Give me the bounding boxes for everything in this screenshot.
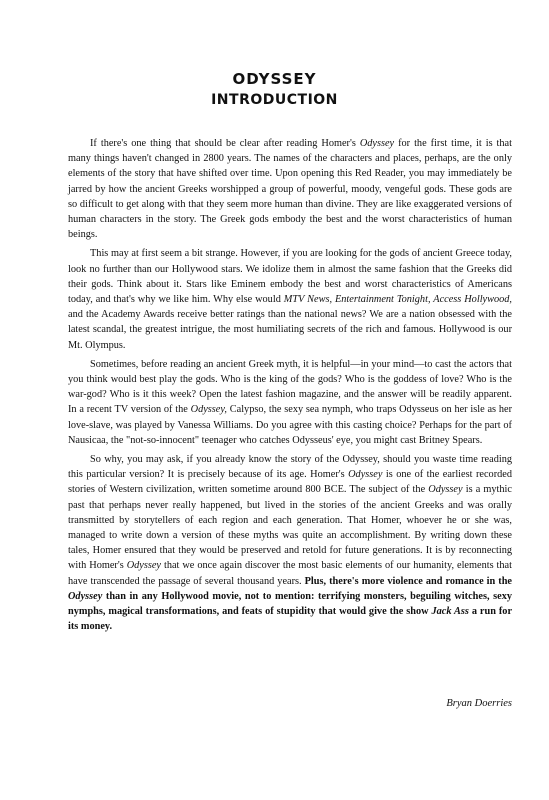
paragraph-1-title-odyssey: Odyssey bbox=[359, 138, 395, 149]
author-signature: Bryan Doerries bbox=[446, 698, 512, 709]
paragraph-2 bbox=[68, 246, 512, 352]
paragraph-4 bbox=[68, 452, 512, 634]
paragraph-2-text-a: This may at first seem a bit strange. However, if you are looking for the gods of ancient Greece today, look no further than our Hollywood stars. We idolize them in almost the same fashion that the Greeks did their gods. Think about it. Stars like Eminem embody the best and worst characteristics of Americans today, and that's why we like him. Why else would bbox=[68, 248, 512, 306]
paragraph-4-text-a: So why, you may ask, if you already know the story of the Odyssey, should you waste time reading this particular version? It is precisely because of its age. Homer's bbox=[68, 454, 512, 481]
paragraph-1-text-c: for the first time, it is that many things haven't changed in 2800 years. The names of the characters and places, perhaps, are the only elements of the story that have shifted over time. Upon opening this Red Reader, you may immediately be jarred by how the ancient Greeks worshipped a group of powerful, moody, vengeful gods. These gods are so difficult to get along with that they seem more human than divine. They are like exaggerated versions of human characters in the story. The Greek gods embody the best and the worst characteristics of human beings. bbox=[68, 138, 512, 241]
paragraph-4-title-odyssey-3: Odyssey bbox=[126, 560, 161, 572]
paragraph-4-text-e: is a mythic past that perhaps never really happened, but lived in the stories of the ancient Greeks and was orally transmitted by storytellers of each region and each generation. That Homer, whoever he or she was, managed to write down a version of these myths was quite an accomplishment. By writing down these tales, Homer ensured that they would be preserved and retold for future generations. It is by reconnecting with Homer's bbox=[68, 484, 512, 572]
paragraph-1 bbox=[68, 136, 512, 242]
paragraph-3-text-c: Calypso, the sexy sea nymph, who traps Odysseus on her isle as her love-slave, was played by Vanessa Williams. Do you agree with this casting choice? Perhaps for the part of Nausicaa, the "not-so-innocent" teenager who catches Odysseus' eye, you might cast Britney Spears. bbox=[68, 404, 513, 446]
paragraph-4-bold-title-jackass: Jack Ass bbox=[431, 606, 469, 618]
paragraph-4-bold-title-odyssey: Odyssey bbox=[68, 590, 103, 602]
paragraph-4-text-g: that we once again discover the most basic elements of our humanity, elements that have transcended the passage of several thousand years. bbox=[68, 560, 512, 587]
paragraph-4-bold-text-j: than in any Hollywood movie, not to mention: terrifying monsters, beguiling witches, sexy nymphs, magical transformations, and feats of stupidity that would give the show bbox=[68, 590, 512, 618]
paragraph-4-text-c: is one of the earliest recorded stories of Western civilization, written sometime around 800 BCE. The subject of the bbox=[68, 469, 512, 496]
paragraph-2-text-c: and the Academy Awards receive better ratings than the national news? We are a nation obsessed with the latest scandal, the greatest intrigue, the most humiliating secrets of the rich and famous. Hollywood is our Mt. Olympus. bbox=[68, 309, 512, 351]
paragraph-1-text-a: If there's one thing that should be clear after reading Homer's bbox=[90, 138, 360, 149]
paragraph-3-title-odyssey: Odyssey, bbox=[190, 404, 227, 416]
paragraph-4-bold-text-l: a run for its money. bbox=[68, 606, 513, 633]
paragraph-4-bold-text-h: Plus, there's more violence and romance in the bbox=[304, 575, 513, 587]
paragraph-3 bbox=[68, 357, 512, 448]
paragraph-4-title-odyssey-1: Odyssey bbox=[348, 469, 383, 481]
page-title: ODYSSEY bbox=[232, 70, 317, 88]
paragraph-4-title-odyssey-2: Odyssey bbox=[428, 484, 463, 496]
paragraph-2-show-titles: MTV News, Entertainment Tonight, Access Hollywood, bbox=[283, 294, 513, 306]
page-subtitle: INTRODUCTION bbox=[211, 92, 338, 108]
paragraph-3-text-a: Sometimes, before reading an ancient Greek myth, it is helpful—in your mind—to cast the actors that you think would best play the gods. Who is the king of the gods? Who is the goddess of love? Who is the war-god? Who is it this week? Open the latest fashion magazine, and the answer will be readily apparent. In a recent TV version of the bbox=[68, 358, 512, 416]
body-text bbox=[68, 136, 512, 635]
